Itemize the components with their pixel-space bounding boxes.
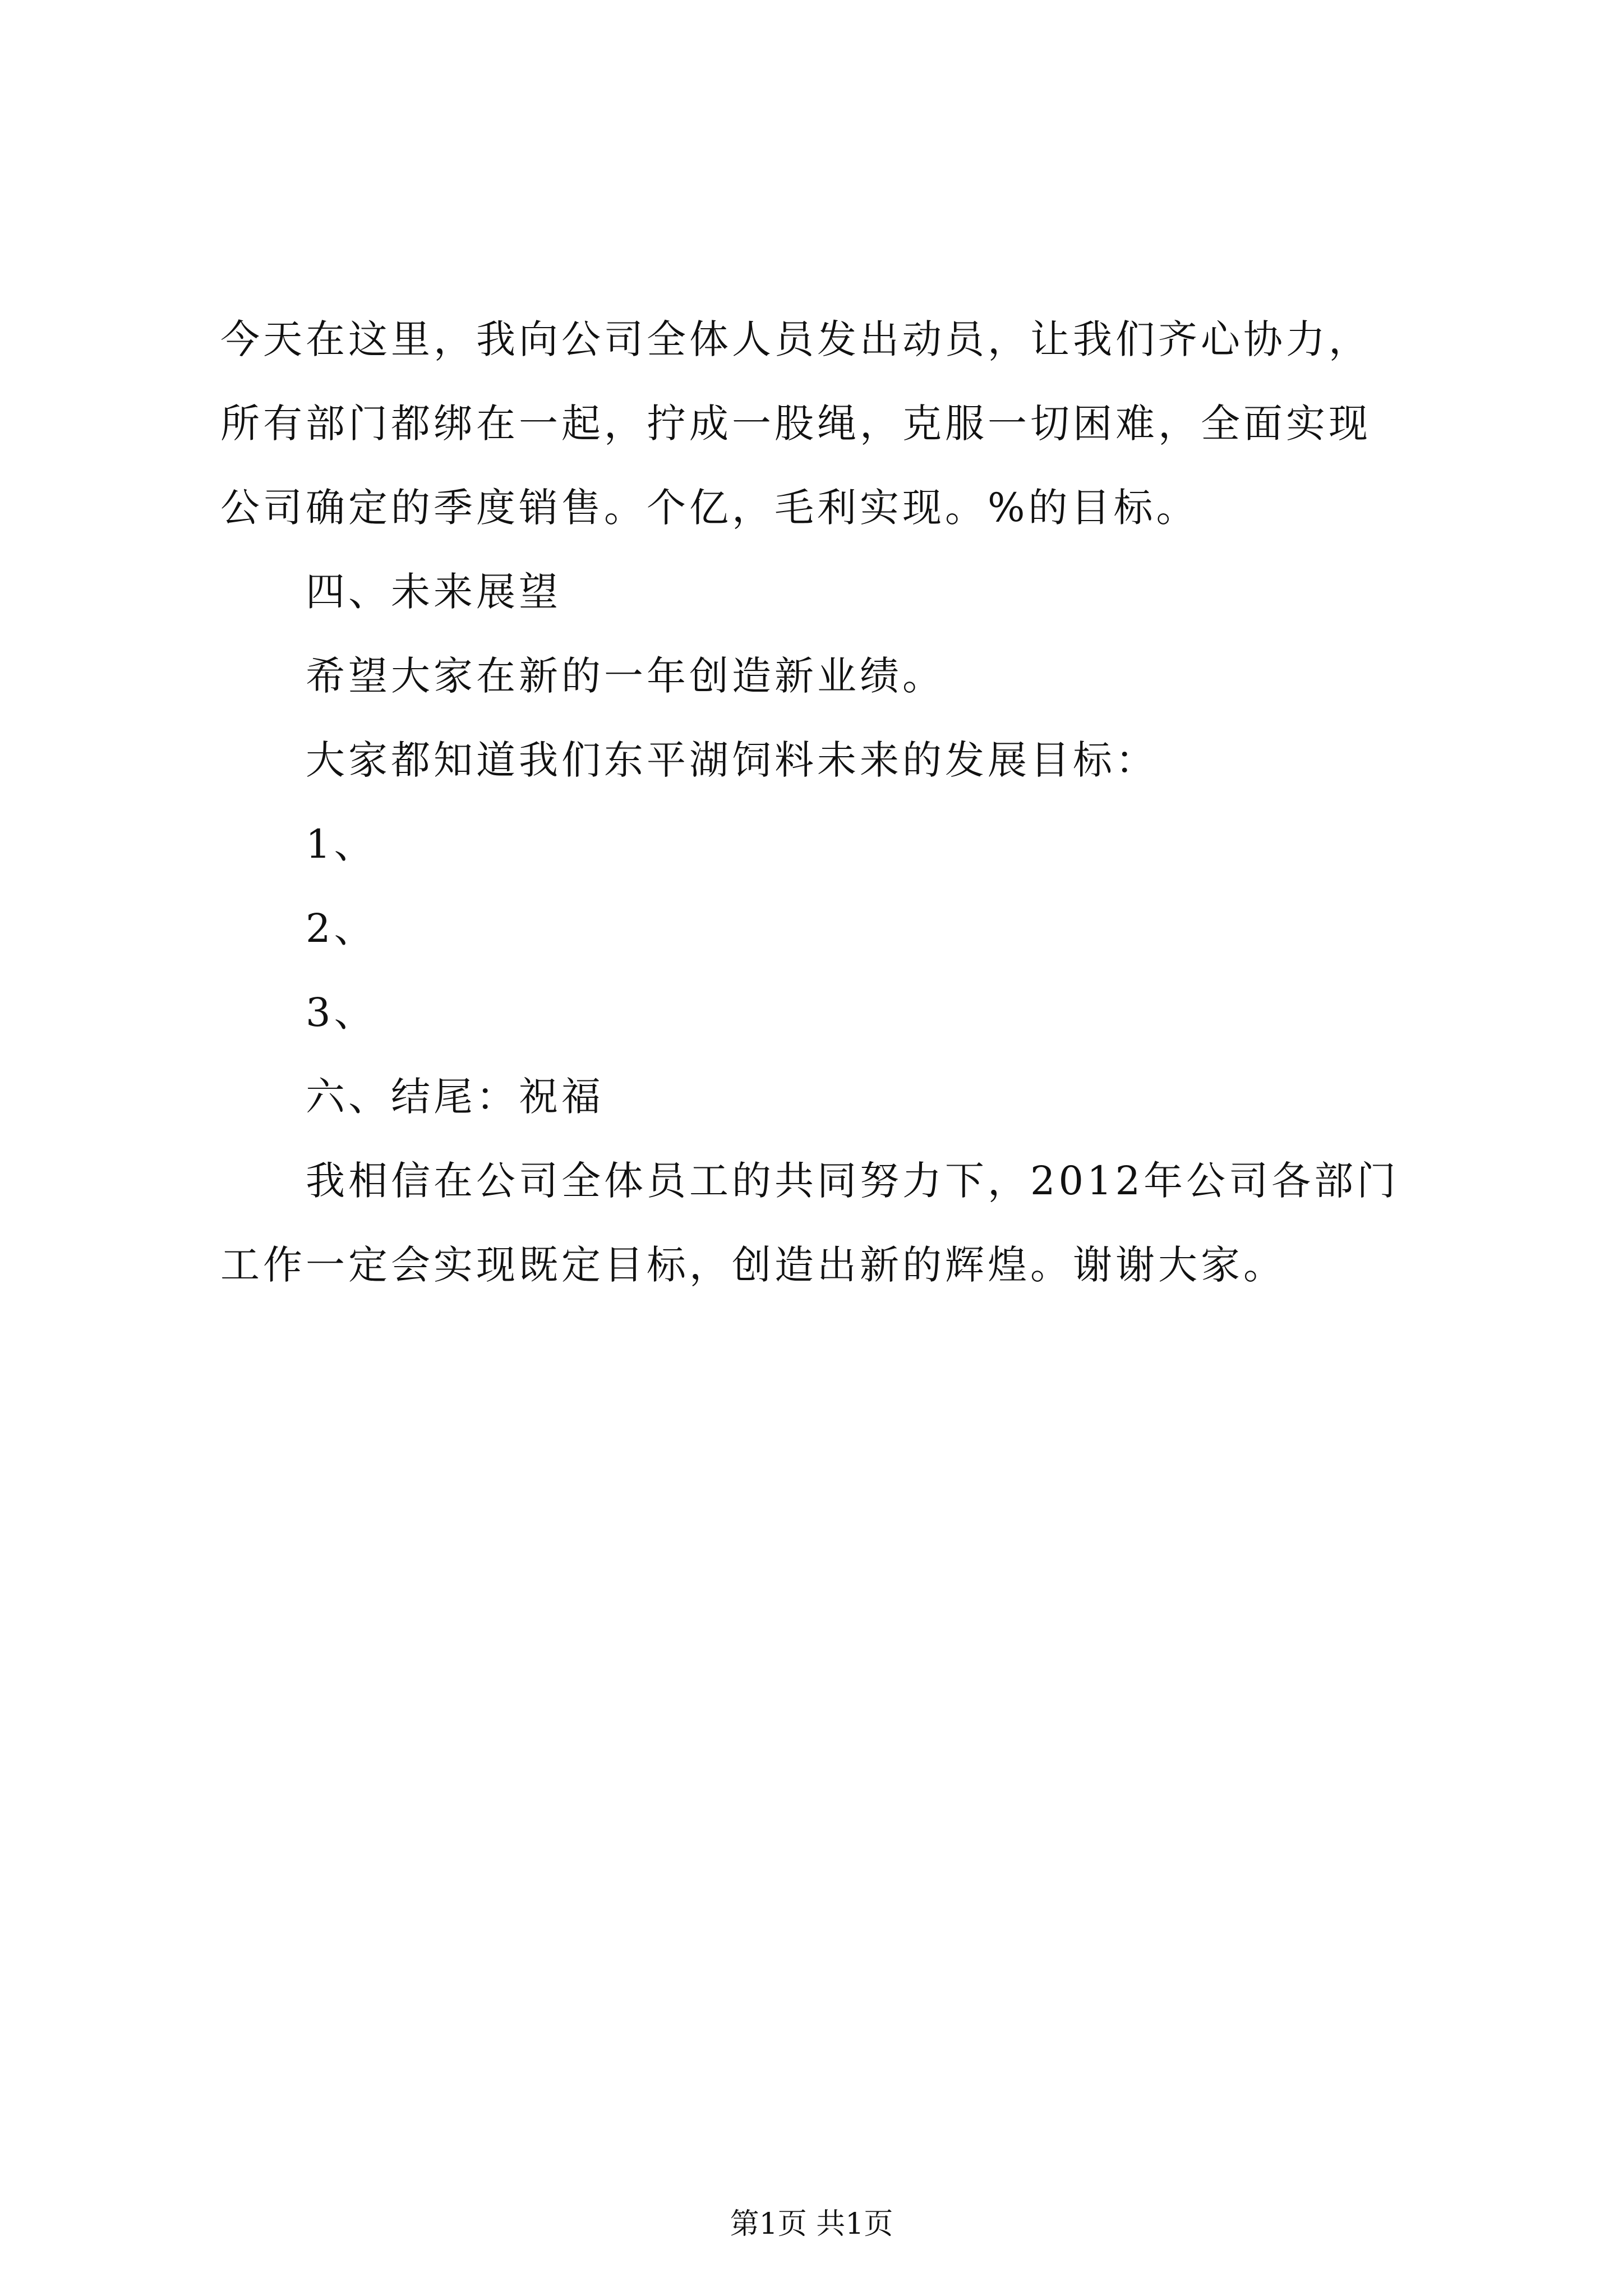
paragraph-mobilization: 今天在这里，我向公司全体人员发出动员，让我们齐心协力，所有部门都绑在一起，拧成一股绳，克服一切困难，全面实现公司确定的季度销售。个亿，毛利实现。%的目标。	[220, 316, 1371, 531]
list-item-1: 1、	[306, 821, 377, 867]
document-body	[220, 297, 1409, 1307]
list-item-2: 2、	[306, 905, 377, 951]
section-heading-future-outlook: 四、未来展望	[306, 569, 561, 615]
paragraph-closing: 我相信在公司全体员工的共同努力下，2012年公司各部门工作一定会实现既定目标，创造出新的辉煌。谢谢大家。	[220, 1158, 1400, 1288]
page-number-footer: 第1页 共1页	[730, 2207, 893, 2241]
paragraph-development-goals: 大家都知道我们东平湖饲料未来的发展目标：	[306, 737, 1158, 783]
list-item-3: 3、	[306, 990, 377, 1036]
paragraph-hope: 希望大家在新的一年创造新业绩。	[306, 653, 945, 699]
section-heading-closing-blessing: 六、结尾：祝福	[306, 1074, 604, 1120]
